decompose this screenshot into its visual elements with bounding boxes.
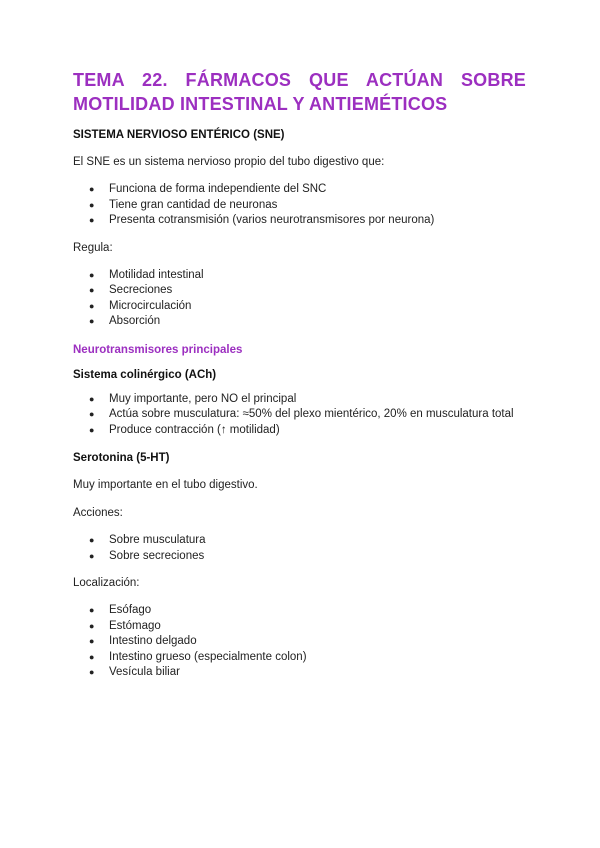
ach-heading: Sistema colinérgico (ACh)	[73, 368, 217, 381]
sne-intro: El SNE es un sistema nervioso propio del tubo digestivo que:	[73, 156, 385, 168]
list-item: ● Sobre musculatura	[73, 533, 526, 549]
ach-list	[73, 392, 526, 439]
list-item: ● Motilidad intestinal	[73, 268, 526, 284]
sne-list	[73, 182, 526, 229]
list-item: ● Microcirculación	[73, 299, 526, 315]
list-item: ● Secreciones	[73, 283, 526, 299]
bullet-icon: ●	[89, 636, 95, 646]
sne-heading: SISTEMA NERVIOSO ENTÉRICO (SNE)	[73, 129, 285, 141]
bullet-icon: ●	[89, 316, 95, 326]
acciones-list	[73, 533, 526, 564]
list-item: ● Esófago	[73, 603, 526, 619]
bullet-icon: ●	[89, 620, 95, 631]
localizacion-label: Localización:	[73, 577, 140, 589]
bullet-icon: ●	[89, 199, 95, 210]
list-item: ● Actúa sobre musculatura: ≈50% del plexo mientérico, 20% en musculatura total	[73, 407, 526, 423]
list-item: ● Estómago	[73, 619, 526, 635]
list-item: ● Intestino grueso (especialmente colon)	[73, 650, 526, 666]
serotonin-intro: Muy importante en el tubo digestivo.	[73, 479, 258, 491]
list-item: ● Intestino delgado	[73, 634, 526, 650]
bullet-icon: ●	[89, 393, 95, 404]
list-item: ● Produce contracción (↑ motilidad)	[73, 423, 526, 439]
page-title	[73, 68, 526, 116]
list-item: ● Presenta cotransmisión (varios neurotransmisores por neurona)	[73, 213, 526, 229]
list-item: ● Muy importante, pero NO el principal	[73, 392, 526, 408]
list-item: ● Tiene gran cantidad de neuronas	[73, 198, 526, 214]
list-item: ● Vesícula biliar	[73, 665, 526, 681]
bullet-icon: ●	[89, 409, 95, 419]
title-line-1: TEMA 22. FÁRMACOS QUE ACTÚAN SOBRE	[73, 70, 526, 90]
list-item: ● Funciona de forma independiente del SNC	[73, 182, 526, 198]
bullet-icon: ●	[89, 269, 95, 280]
title-line-2: MOTILIDAD INTESTINAL Y ANTIEMÉTICOS	[73, 94, 448, 114]
serotonin-heading: Serotonina (5-HT)	[73, 452, 170, 464]
bullet-icon: ●	[89, 300, 95, 311]
neurotransmitters-heading: Neurotransmisores principales	[73, 343, 243, 356]
list-item: ● Sobre secreciones	[73, 549, 526, 565]
list-item: ● Absorción	[73, 314, 526, 330]
regula-list	[73, 268, 526, 330]
bullet-icon: ●	[89, 651, 95, 662]
bullet-icon: ●	[89, 605, 95, 615]
regula-label: Regula:	[73, 241, 113, 254]
document-page	[73, 68, 526, 681]
bullet-icon: ●	[89, 535, 95, 545]
bullet-icon: ●	[89, 215, 95, 225]
bullet-icon: ●	[89, 184, 95, 194]
bullet-icon: ●	[89, 285, 95, 295]
bullet-icon: ●	[89, 550, 95, 561]
bullet-icon: ●	[89, 424, 95, 435]
localizacion-list	[73, 603, 526, 681]
bullet-icon: ●	[89, 667, 95, 677]
acciones-label: Acciones:	[73, 507, 123, 519]
